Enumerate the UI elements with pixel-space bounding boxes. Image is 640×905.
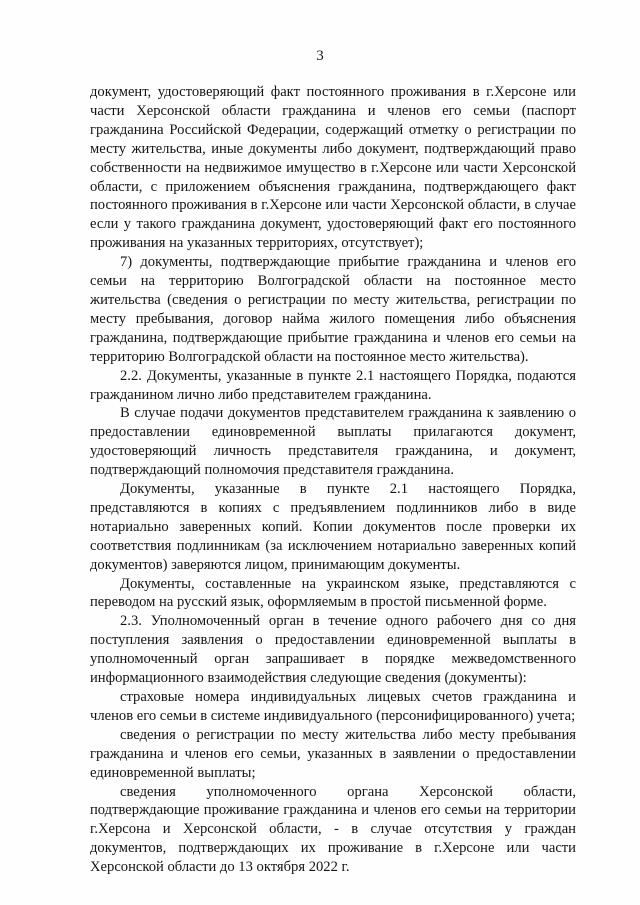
paragraph-representative: В случае подачи документов представителем гражданина к заявлению о предоставлении единовременной выплаты прилагаются документ, удостоверяющий личность представителя гражданина, и документ, подтверждающий полномочия представителя гражданина. (90, 405, 576, 479)
paragraph-translation: Документы, составленные на украинском языке, представляются с переводом на русский язык, оформляемым в простой письменной форме. (90, 575, 576, 611)
page-number: 3 (316, 48, 324, 64)
paragraph-2-2: 2.2. Документы, указанные в пункте 2.1 настоящего Порядка, подаются гражданином лично либо представителем гражданина. (90, 367, 576, 403)
paragraph-2-3: 2.3. Уполномоченный орган в течение одного рабочего дня со дня поступления заявления о предоставлении единовременной выплаты в уполномоченный орган запрашивает в порядке межведомственного информационного взаимодействия следующие сведения (документы): (90, 613, 576, 687)
paragraph-item-7: 7) документы, подтверждающие прибытие гражданина и членов его семьи на территорию Волгоградской области на постоянное место жительства (сведения о регистрации по месту жительства, регистрации по месту пребывания, договор найма жилого помещения либо объяснения гражданина, подтверждающие прибытие гражданина и членов его семьи на территорию Волгоградской области на постоянное место жительства). (90, 254, 576, 365)
list-item-kherson-residence: сведения уполномоченного органа Херсонской области, подтверждающие проживание гражданина и членов его семьи на территории г.Херсона и Херсонской области, - в случае отсутствия у граждан документов, подтверждающих их проживание в г.Херсоне или части Херсонской области до 13 октября 2022 г. (90, 783, 576, 876)
paragraph-passport-documents: документ, удостоверяющий факт постоянного проживания в г.Херсоне или части Херсонской области гражданина и членов его семьи (паспорт гражданина Российской Федерации, содержащий отметку о регистрации по месту жительства, иные документы либо документ, подтверждающий право собственности на недвижимое имущество в г.Херсоне или части Херсонской области, с приложением объяснения гражданина, подтверждающего факт постоянного проживания в г.Херсоне или части Херсонской области, в случае если у такого гражданина документ, удостоверяющий факт его постоянного проживания на указанных территориях, отсутствует); (90, 84, 576, 252)
paragraph-copies: Документы, указанные в пункте 2.1 настоящего Порядка, представляются в копиях с предъявлением подлинников либо в виде нотариально заверенных копий. Копии документов после проверки их соответствия подлинникам (за исключением нотариально заверенных копий документов) заверяются лицом, принимающим документы. (90, 481, 576, 573)
document-body (90, 83, 576, 877)
list-item-registration: сведения о регистрации по месту жительства либо месту пребывания гражданина и членов его семьи, указанных в заявлении о предоставлении единовременной выплаты; (90, 726, 576, 781)
list-item-insurance-numbers: страховые номера индивидуальных лицевых счетов гражданина и членов его семьи в системе индивидуального (персонифицированного) учета; (90, 689, 576, 724)
